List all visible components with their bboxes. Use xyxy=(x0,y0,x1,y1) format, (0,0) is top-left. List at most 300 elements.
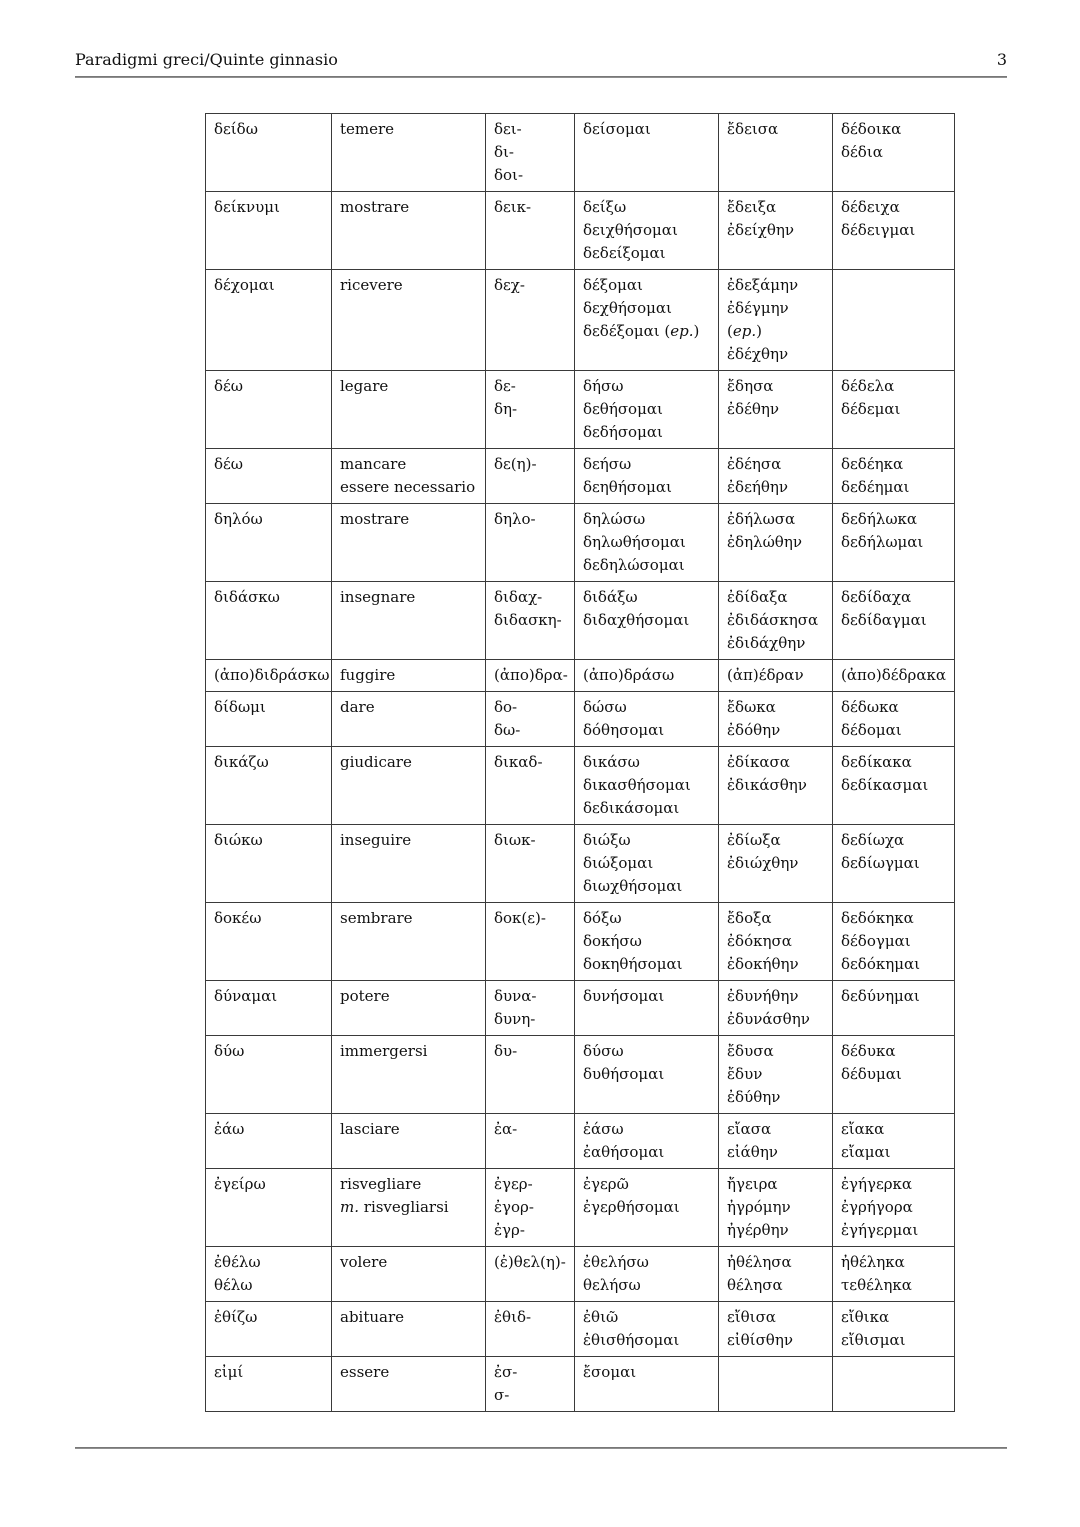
cell-line: ἐγρήγορα xyxy=(841,1198,913,1216)
cell-line: δεχ- xyxy=(494,276,525,294)
cell-stem xyxy=(486,1036,575,1114)
cell-perfect xyxy=(833,660,955,692)
cell-line: δεδόκηκα xyxy=(841,909,914,927)
cell-aorist xyxy=(719,582,833,660)
cell-line: ἐα- xyxy=(494,1120,518,1138)
cell-line: δειχθήσομαι xyxy=(583,221,678,239)
cell-line: εἴαμαι xyxy=(841,1143,891,1161)
cell-line: fuggire xyxy=(340,666,396,684)
cell-future xyxy=(575,449,719,504)
cell-line: δεδέξομαι (ep.) xyxy=(583,322,700,340)
cell-line: διδάσκω xyxy=(214,588,280,606)
cell-line: ἐδέθην xyxy=(727,400,779,418)
cell-line: δέω xyxy=(214,455,244,473)
cell-line: δέδυκα xyxy=(841,1042,896,1060)
cell-aorist xyxy=(719,747,833,825)
cell-line: δυθήσομαι xyxy=(583,1065,665,1083)
cell-present xyxy=(206,747,332,825)
cell-line: ἐδιδάχθην xyxy=(727,634,806,652)
cell-meaning xyxy=(332,371,486,449)
cell-present xyxy=(206,192,332,270)
cell-line: εἴακα xyxy=(841,1120,885,1138)
cell-future xyxy=(575,1357,719,1412)
cell-line: ἐδεξάμην xyxy=(727,276,799,294)
cell-aorist xyxy=(719,114,833,192)
cell-line: ἐγείρω xyxy=(214,1175,266,1193)
cell-line: δύναμαι xyxy=(214,987,278,1005)
cell-line: εἴθισμαι xyxy=(841,1331,906,1349)
table-row xyxy=(206,825,955,903)
cell-meaning xyxy=(332,692,486,747)
cell-present xyxy=(206,1036,332,1114)
cell-stem xyxy=(486,660,575,692)
table-row xyxy=(206,1036,955,1114)
cell-line: δε- xyxy=(494,377,516,395)
cell-present xyxy=(206,371,332,449)
cell-stem xyxy=(486,449,575,504)
cell-line: giudicare xyxy=(340,753,412,771)
cell-meaning xyxy=(332,1247,486,1302)
cell-line: immergersi xyxy=(340,1042,428,1060)
cell-line: δέδια xyxy=(841,143,883,161)
cell-line: δεδέηκα xyxy=(841,455,904,473)
cell-line: ἐδύθην xyxy=(727,1088,781,1106)
cell-line: risvegliare xyxy=(340,1175,422,1193)
cell-future xyxy=(575,504,719,582)
cell-line: ἐδυνάσθην xyxy=(727,1010,810,1028)
cell-stem xyxy=(486,270,575,371)
table-row xyxy=(206,582,955,660)
cell-meaning xyxy=(332,504,486,582)
cell-line: δεδικάσομαι xyxy=(583,799,680,817)
cell-line: δεήσω xyxy=(583,455,632,473)
cell-meaning xyxy=(332,1357,486,1412)
cell-line: (ἀπο)δράσω xyxy=(583,666,675,684)
cell-line: διδάξω xyxy=(583,588,638,606)
cell-line: ἐδόθην xyxy=(727,721,781,739)
cell-line: dare xyxy=(340,698,375,716)
table-row xyxy=(206,660,955,692)
cell-line: ἐδιώχθην xyxy=(727,854,799,872)
cell-future xyxy=(575,1302,719,1357)
cell-future xyxy=(575,371,719,449)
cell-line: δεδίκασμαι xyxy=(841,776,929,794)
cell-line: δεηθήσομαι xyxy=(583,478,672,496)
page-header xyxy=(75,50,1007,69)
cell-meaning xyxy=(332,582,486,660)
cell-line: essere xyxy=(340,1363,390,1381)
table-row xyxy=(206,114,955,192)
cell-line: mostrare xyxy=(340,198,410,216)
table-row xyxy=(206,692,955,747)
cell-perfect xyxy=(833,270,955,371)
cell-line: διωχθήσομαι xyxy=(583,877,683,895)
cell-present xyxy=(206,504,332,582)
cell-line: ἠθέλησα xyxy=(727,1253,792,1271)
cell-future xyxy=(575,825,719,903)
cell-meaning xyxy=(332,1114,486,1169)
cell-perfect xyxy=(833,981,955,1036)
cell-line: θελήσω xyxy=(583,1276,641,1294)
cell-present xyxy=(206,114,332,192)
cell-line: δι- xyxy=(494,143,514,161)
cell-line: ἐγερῶ xyxy=(583,1175,629,1193)
table-row xyxy=(206,1247,955,1302)
cell-meaning xyxy=(332,114,486,192)
table-row xyxy=(206,981,955,1036)
cell-line: δοκ(ε)- xyxy=(494,909,546,927)
cell-line: ἐθελήσω xyxy=(583,1253,649,1271)
cell-present xyxy=(206,270,332,371)
cell-aorist xyxy=(719,1357,833,1412)
cell-line: διδασκη- xyxy=(494,611,562,629)
table-row xyxy=(206,192,955,270)
table-row xyxy=(206,504,955,582)
table-row xyxy=(206,371,955,449)
cell-line: διδαχθήσομαι xyxy=(583,611,690,629)
cell-perfect xyxy=(833,449,955,504)
cell-meaning xyxy=(332,270,486,371)
cell-meaning xyxy=(332,903,486,981)
cell-present xyxy=(206,582,332,660)
cell-line: δε(η)- xyxy=(494,455,537,473)
cell-line: δικαδ- xyxy=(494,753,543,771)
cell-line: δεδείξομαι xyxy=(583,244,666,262)
cell-line: δεδήσομαι xyxy=(583,423,663,441)
cell-line: δοκήσω xyxy=(583,932,642,950)
cell-aorist xyxy=(719,1036,833,1114)
table-row xyxy=(206,1302,955,1357)
cell-line: δηλωθήσομαι xyxy=(583,533,686,551)
cell-aorist xyxy=(719,504,833,582)
cell-line: ἐάω xyxy=(214,1120,245,1138)
cell-line: σ- xyxy=(494,1386,510,1404)
cell-line: ἐάσω xyxy=(583,1120,624,1138)
cell-line: δέδεμαι xyxy=(841,400,901,418)
cell-future xyxy=(575,660,719,692)
cell-line: ἐδόκησα xyxy=(727,932,792,950)
cell-stem xyxy=(486,582,575,660)
cell-line: εἰθίσθην xyxy=(727,1331,793,1349)
cell-line: mostrare xyxy=(340,510,410,528)
cell-perfect xyxy=(833,582,955,660)
cell-line: essere necessario xyxy=(340,478,476,496)
cell-stem xyxy=(486,114,575,192)
cell-meaning xyxy=(332,192,486,270)
cell-stem xyxy=(486,825,575,903)
cell-line: (ἀπο)δρα- xyxy=(494,666,568,684)
cell-line: ἐθέλω xyxy=(214,1253,261,1271)
cell-line: potere xyxy=(340,987,390,1005)
cell-stem xyxy=(486,504,575,582)
cell-line: δεικ- xyxy=(494,198,532,216)
cell-line: δηλώσω xyxy=(583,510,646,528)
cell-present xyxy=(206,1247,332,1302)
table-row xyxy=(206,1114,955,1169)
cell-line: m. risvegliarsi xyxy=(340,1198,449,1216)
cell-line: δοκέω xyxy=(214,909,262,927)
cell-line: δυνήσομαι xyxy=(583,987,665,1005)
cell-line: διώκω xyxy=(214,831,263,849)
cell-line: δείξω xyxy=(583,198,627,216)
cell-line: δυνη- xyxy=(494,1010,536,1028)
table-row xyxy=(206,449,955,504)
cell-aorist xyxy=(719,192,833,270)
header-rule xyxy=(75,76,1007,78)
cell-line: δεθήσομαι xyxy=(583,400,663,418)
cell-line: δέω xyxy=(214,377,244,395)
cell-line: δει- xyxy=(494,120,522,138)
cell-line: δυνα- xyxy=(494,987,537,1005)
cell-future xyxy=(575,1036,719,1114)
footer-rule xyxy=(75,1447,1007,1449)
cell-line: ἐδίδαξα xyxy=(727,588,788,606)
cell-line: ἐδίωξα xyxy=(727,831,781,849)
cell-line: δεδίωγμαι xyxy=(841,854,920,872)
cell-line: ἤγειρα xyxy=(727,1175,778,1193)
cell-line: δεδήλωκα xyxy=(841,510,918,528)
cell-aorist xyxy=(719,692,833,747)
cell-aorist xyxy=(719,825,833,903)
cell-future xyxy=(575,1169,719,1247)
cell-perfect xyxy=(833,1302,955,1357)
cell-perfect xyxy=(833,192,955,270)
cell-stem xyxy=(486,192,575,270)
cell-line: δεδίδαγμαι xyxy=(841,611,927,629)
cell-line: ἐδιδάσκησα xyxy=(727,611,819,629)
cell-aorist xyxy=(719,660,833,692)
cell-line: ἐθισθήσομαι xyxy=(583,1331,680,1349)
cell-line: ἔδησα xyxy=(727,377,774,395)
cell-line: δώσω xyxy=(583,698,627,716)
cell-aorist xyxy=(719,371,833,449)
cell-perfect xyxy=(833,1114,955,1169)
table-row xyxy=(206,903,955,981)
cell-line: δοι- xyxy=(494,166,524,184)
cell-line: δο- xyxy=(494,698,518,716)
cell-line: δικάζω xyxy=(214,753,269,771)
cell-line: (ἀπο)διδράσκω xyxy=(214,666,330,684)
cell-line: διδαχ- xyxy=(494,588,543,606)
cell-perfect xyxy=(833,504,955,582)
cell-line: insegnare xyxy=(340,588,416,606)
cell-line: δίδωμι xyxy=(214,698,266,716)
cell-line: δέδελα xyxy=(841,377,895,395)
cell-line: δεδίωχα xyxy=(841,831,905,849)
cell-line: ἔδειξα xyxy=(727,198,777,216)
cell-line: εἴθικα xyxy=(841,1308,890,1326)
cell-line: ἐγήγερκα xyxy=(841,1175,913,1193)
cell-line: ἐγερθήσομαι xyxy=(583,1198,680,1216)
cell-line: ἐσ- xyxy=(494,1363,518,1381)
cell-line: δέξομαι xyxy=(583,276,643,294)
table-row xyxy=(206,1357,955,1412)
cell-present xyxy=(206,660,332,692)
cell-line: ἐδείχθην xyxy=(727,221,794,239)
cell-line: (ἀπ)έδραν xyxy=(727,666,804,684)
cell-line: δεδήλωμαι xyxy=(841,533,924,551)
cell-perfect xyxy=(833,371,955,449)
cell-future xyxy=(575,903,719,981)
cell-line: δόξω xyxy=(583,909,622,927)
cell-future xyxy=(575,192,719,270)
cell-present xyxy=(206,1357,332,1412)
cell-line: ἔδωκα xyxy=(727,698,776,716)
cell-line: ἐθίζω xyxy=(214,1308,258,1326)
cell-meaning xyxy=(332,981,486,1036)
cell-line: εἴθισα xyxy=(727,1308,776,1326)
cell-line: δόθησομαι xyxy=(583,721,665,739)
cell-line: διωκ- xyxy=(494,831,536,849)
cell-perfect xyxy=(833,1036,955,1114)
cell-line: δω- xyxy=(494,721,521,739)
cell-stem xyxy=(486,1357,575,1412)
cell-future xyxy=(575,1114,719,1169)
cell-stem xyxy=(486,692,575,747)
cell-line: ἐδήλωσα xyxy=(727,510,796,528)
cell-line: δεδίκακα xyxy=(841,753,912,771)
cell-future xyxy=(575,692,719,747)
cell-line: δήσω xyxy=(583,377,624,395)
cell-meaning xyxy=(332,1036,486,1114)
cell-line: δύσω xyxy=(583,1042,624,1060)
cell-meaning xyxy=(332,449,486,504)
cell-line: δικάσω xyxy=(583,753,640,771)
cell-line: διώξομαι xyxy=(583,854,654,872)
cell-aorist xyxy=(719,449,833,504)
cell-line: ἠγρόμην xyxy=(727,1198,791,1216)
cell-perfect xyxy=(833,747,955,825)
cell-line: δηλόω xyxy=(214,510,263,528)
cell-line: ἔδυν xyxy=(727,1065,763,1083)
cell-aorist xyxy=(719,1247,833,1302)
cell-line: ἠθέληκα xyxy=(841,1253,905,1271)
cell-line: δικασθήσομαι xyxy=(583,776,691,794)
cell-line: θέλησα xyxy=(727,1276,783,1294)
cell-line: ἐδυνήθην xyxy=(727,987,799,1005)
cell-line: ἐγερ- xyxy=(494,1175,533,1193)
cell-line: ἐδέγμην (ep.) xyxy=(727,299,789,340)
cell-aorist xyxy=(719,270,833,371)
cell-perfect xyxy=(833,114,955,192)
cell-line: ἐδεήθην xyxy=(727,478,788,496)
cell-stem xyxy=(486,1114,575,1169)
cell-line: ἔδυσα xyxy=(727,1042,774,1060)
cell-aorist xyxy=(719,1302,833,1357)
cell-line: εἰάθην xyxy=(727,1143,778,1161)
cell-line: ἐδοκήθην xyxy=(727,955,799,973)
cell-line: mancare xyxy=(340,455,407,473)
cell-aorist xyxy=(719,1114,833,1169)
cell-stem xyxy=(486,981,575,1036)
cell-line: θέλω xyxy=(214,1276,253,1294)
cell-line: legare xyxy=(340,377,389,395)
cell-line: εἰμί xyxy=(214,1363,244,1381)
cell-stem xyxy=(486,371,575,449)
table-body xyxy=(206,114,955,1412)
cell-line: ἐγρ- xyxy=(494,1221,525,1239)
cell-aorist xyxy=(719,981,833,1036)
cell-line: lasciare xyxy=(340,1120,400,1138)
cell-line: ἐδέησα xyxy=(727,455,782,473)
cell-perfect xyxy=(833,1357,955,1412)
cell-line: δείκνυμι xyxy=(214,198,280,216)
cell-stem xyxy=(486,1169,575,1247)
cell-line: διώξω xyxy=(583,831,631,849)
cell-present xyxy=(206,692,332,747)
cell-line: δέδυμαι xyxy=(841,1065,902,1083)
cell-aorist xyxy=(719,903,833,981)
cell-line: ἔσομαι xyxy=(583,1363,637,1381)
cell-line: ἠγέρθην xyxy=(727,1221,789,1239)
table-row xyxy=(206,747,955,825)
cell-line: δύω xyxy=(214,1042,245,1060)
cell-present xyxy=(206,1169,332,1247)
cell-line: abituare xyxy=(340,1308,405,1326)
table-row xyxy=(206,270,955,371)
cell-present xyxy=(206,449,332,504)
cell-line: ἐγορ- xyxy=(494,1198,534,1216)
cell-line: δεδύνημαι xyxy=(841,987,920,1005)
cell-stem xyxy=(486,903,575,981)
cell-future xyxy=(575,114,719,192)
paradigm-table xyxy=(205,113,955,1412)
cell-line: εἴασα xyxy=(727,1120,772,1138)
cell-line: δείσομαι xyxy=(583,120,651,138)
cell-stem xyxy=(486,1302,575,1357)
cell-perfect xyxy=(833,692,955,747)
cell-present xyxy=(206,981,332,1036)
cell-line: δεχθήσομαι xyxy=(583,299,672,317)
cell-line: sembrare xyxy=(340,909,413,927)
cell-line: inseguire xyxy=(340,831,412,849)
cell-line: ἐδηλώθην xyxy=(727,533,802,551)
cell-present xyxy=(206,1302,332,1357)
cell-future xyxy=(575,747,719,825)
cell-line: δέδογμαι xyxy=(841,932,911,950)
cell-line: ἔδοξα xyxy=(727,909,772,927)
cell-meaning xyxy=(332,825,486,903)
cell-line: δεδέημαι xyxy=(841,478,910,496)
cell-line: δηλο- xyxy=(494,510,536,528)
cell-line: δοκηθήσομαι xyxy=(583,955,683,973)
cell-stem xyxy=(486,747,575,825)
cell-line: δέδωκα xyxy=(841,698,899,716)
cell-line: ἐδέχθην xyxy=(727,345,789,363)
page-number: 3 xyxy=(996,50,1007,69)
cell-future xyxy=(575,1247,719,1302)
cell-perfect xyxy=(833,903,955,981)
cell-line: ἐθιδ- xyxy=(494,1308,532,1326)
cell-line: δεδηλώσομαι xyxy=(583,556,685,574)
cell-line: ἐδίκασα xyxy=(727,753,790,771)
cell-line: δέδοικα xyxy=(841,120,902,138)
cell-line: δεδόκημαι xyxy=(841,955,920,973)
cell-line: δέχομαι xyxy=(214,276,275,294)
cell-aorist xyxy=(719,1169,833,1247)
cell-line: ἐθιῶ xyxy=(583,1308,619,1326)
cell-meaning xyxy=(332,747,486,825)
cell-meaning xyxy=(332,660,486,692)
cell-line: volere xyxy=(340,1253,388,1271)
cell-perfect xyxy=(833,825,955,903)
cell-line: δεδίδαχα xyxy=(841,588,912,606)
cell-line: (ἀπο)δέδρακα xyxy=(841,666,947,684)
cell-line: δέδομαι xyxy=(841,721,902,739)
cell-line: δείδω xyxy=(214,120,258,138)
table-row xyxy=(206,1169,955,1247)
cell-present xyxy=(206,903,332,981)
